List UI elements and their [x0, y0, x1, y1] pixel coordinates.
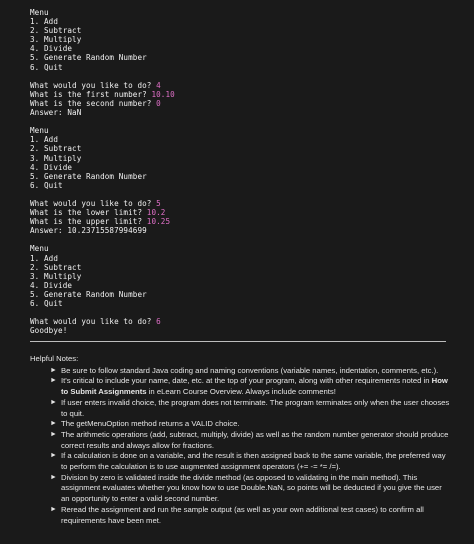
user-input: 5	[156, 198, 161, 208]
menu-item: 5. Generate Random Number	[30, 171, 147, 181]
blank-line	[30, 117, 460, 126]
prompt-line	[30, 99, 460, 108]
prompt-label: What is the second number?	[30, 98, 157, 108]
note-item	[30, 419, 450, 430]
note-text: Division by zero is validated inside the divide method (as opposed to validating in the main method). This assignment evaluates whether you know how to use Double.NaN, so points will be deducted if you give the user an opportunity to enter a valid second number.	[61, 472, 442, 504]
prompt-line	[30, 199, 460, 208]
bullet-icon: ►	[50, 366, 57, 374]
bullet-icon: ►	[50, 420, 57, 428]
notes-list	[30, 366, 450, 527]
note-text: Be sure to follow standard Java coding and naming conventions (variable names, indentation, comments, etc.).	[61, 365, 439, 375]
bullet-icon: ►	[50, 473, 57, 481]
note-item	[30, 451, 450, 472]
user-input: 6	[156, 317, 161, 327]
note-item	[30, 505, 450, 526]
result-line: Answer: NaN	[30, 108, 82, 118]
blank-line	[30, 190, 460, 199]
note-item	[30, 430, 450, 451]
console-output	[30, 8, 460, 335]
user-input: 4	[156, 80, 161, 90]
prompt-label: What is the first number?	[30, 89, 152, 99]
note-item	[30, 366, 450, 377]
prompt-line	[30, 317, 460, 326]
menu-item: 5. Generate Random Number	[30, 289, 147, 299]
menu-item: 6. Quit	[30, 62, 63, 72]
bullet-icon: ►	[50, 505, 57, 513]
menu-item: 1. Add	[30, 17, 59, 27]
menu-item: 3. Multiply	[30, 153, 82, 163]
note-item	[30, 473, 450, 505]
bullet-icon: ►	[50, 377, 57, 385]
menu-item: 6. Quit	[30, 180, 63, 190]
note-item	[30, 376, 450, 397]
notes-title: Helpful Notes:	[30, 354, 79, 363]
menu-item: 4. Divide	[30, 44, 73, 54]
menu-item: 3. Multiply	[30, 35, 82, 45]
menu-item: 4. Divide	[30, 280, 73, 290]
bullet-icon: ►	[50, 398, 57, 406]
helpful-notes	[30, 354, 450, 526]
menu-item: 2. Subtract	[30, 144, 82, 154]
menu-item: 1. Add	[30, 135, 59, 145]
user-input: 10.10	[151, 89, 175, 99]
user-input: 10.2	[146, 208, 166, 218]
note-bold-text: How to Submit Assignments	[61, 376, 448, 397]
blank-line	[30, 72, 460, 81]
user-input: 0	[156, 98, 161, 108]
menu-title: Menu	[30, 8, 49, 17]
blank-line	[30, 235, 460, 244]
prompt-line	[30, 90, 460, 99]
menu-item: 6. Quit	[30, 299, 63, 308]
menu-item: 2. Subtract	[30, 26, 82, 36]
prompt-line	[30, 208, 460, 217]
prompt-label: What is the upper limit?	[30, 217, 147, 227]
divider	[30, 341, 446, 342]
menu-item: 5. Generate Random Number	[30, 53, 147, 63]
menu-title: Menu	[30, 244, 49, 254]
prompt-label: What would you like to do?	[30, 80, 157, 90]
note-item	[30, 398, 450, 419]
bullet-icon: ►	[50, 430, 57, 438]
prompt-label: What would you like to do?	[30, 317, 157, 327]
user-input: 10.25	[146, 217, 171, 227]
result-line: Answer: 10.23715587994699	[30, 226, 147, 236]
note-text: It's critical to include your name, date, etc. at the top of your program, along with other requirements noted in	[61, 376, 432, 386]
prompt-line	[30, 81, 460, 90]
note-text: The arithmetic operations (add, subtract, multiply, divide) as well as the random number generator should produce correct results and always allow for fractions.	[61, 429, 449, 450]
prompt-label: What would you like to do?	[30, 198, 157, 208]
result-line: Goodbye!	[30, 326, 68, 336]
menu-item: 3. Multiply	[30, 271, 82, 281]
note-text: If user enters invalid choice, the program does not terminate. The program terminates only when the user chooses to quit.	[61, 397, 450, 418]
menu-item: 4. Divide	[30, 162, 73, 172]
bullet-icon: ►	[50, 452, 57, 460]
prompt-label: What is the lower limit?	[30, 208, 147, 218]
note-text: If a calculation is done on a variable, and the result is then assigned back to the same variable, the preferred way to perform the calculation is to use augmented assignment operators (+= -= *= /=).	[61, 451, 446, 472]
menu-title: Menu	[30, 126, 49, 136]
prompt-line	[30, 217, 460, 226]
menu-item: 2. Subtract	[30, 262, 82, 272]
note-text-after: in eLearn Course Overview. Always include comments!	[146, 387, 336, 397]
menu-item: 1. Add	[30, 253, 59, 263]
note-text: Reread the assignment and run the sample output (as well as your own additional test cases) to confirm all requirements have been met.	[61, 504, 424, 525]
blank-line	[30, 308, 460, 317]
note-text: The getMenuOption method returns a VALID choice.	[61, 419, 240, 429]
